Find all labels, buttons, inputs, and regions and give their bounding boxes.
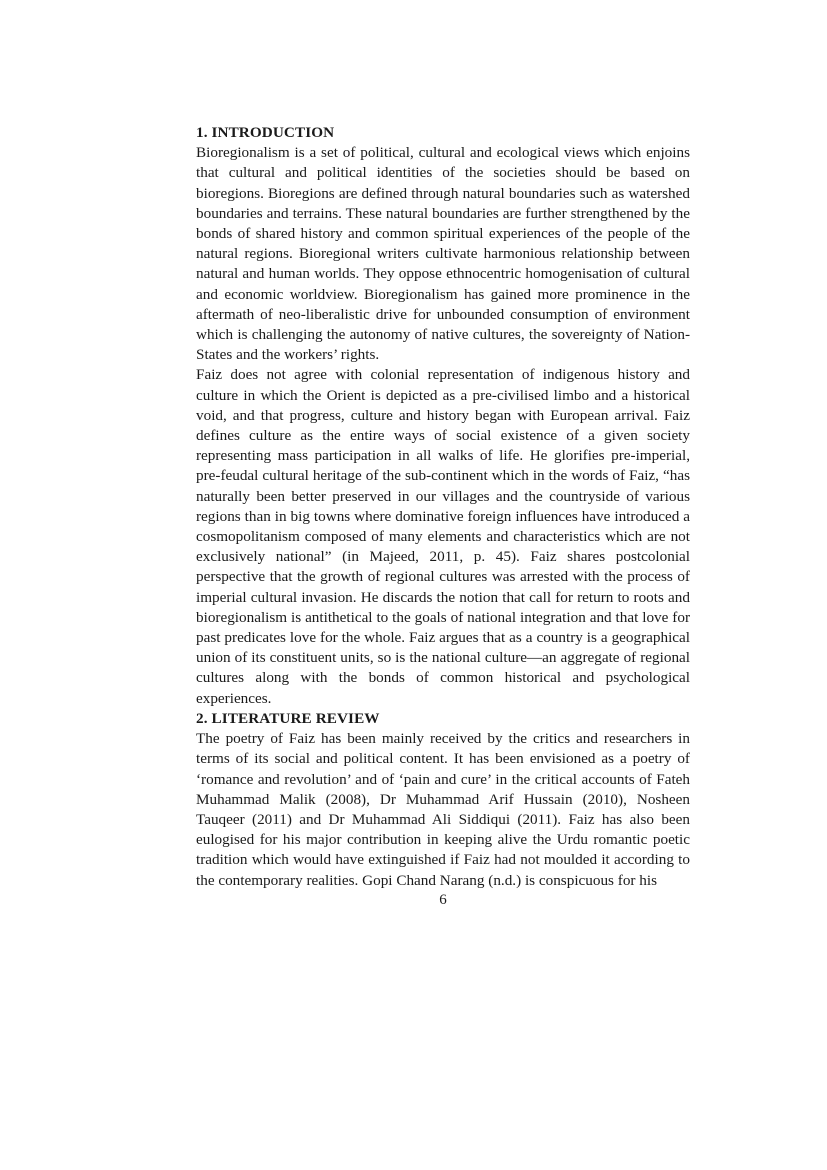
document-page xyxy=(196,123,690,891)
section-heading-literature-review: 2. LITERATURE REVIEW xyxy=(196,709,380,727)
intro-paragraph-2: Faiz does not agree with colonial representation of indigenous history and culture in which the Orient is depicted as a pre-civilised limbo and a historical void, and that progress, culture and history began with European arrival. Faiz defines culture as the entire ways of social existence of a given society representing mass participation in all walks of life. He glorifies pre-imperial, pre-feudal cultural heritage of the sub-continent which in the words of Faiz, “has naturally been better preserved in our villages and the countryside of various regions than in big towns where dominative foreign influences have introduced a cosmopolitanism composed of many elements and characteristics which are not exclusively national” (in Majeed, 2011, p. 45). Faiz shares postcolonial perspective that the growth of regional cultures was arrested with the process of imperial cultural invasion. He discards the notion that call for return to roots and bioregionalism is antithetical to the goals of national integration and that love for past predicates love for the whole. Faiz argues that as a country is a geographical union of its constituent units, so is the national culture—an aggregate of regional cultures along with the bonds of common historical and psychological experiences. xyxy=(196,366,690,707)
section-heading-introduction: 1. INTRODUCTION xyxy=(196,124,335,141)
page-number: 6 xyxy=(439,892,447,908)
intro-paragraph-1: Bioregionalism is a set of political, cultural and ecological views which enjoins that cultural and political identities of the societies should be based on bioregions. Bioregions are defined through natural boundaries such as watershed boundaries and terrains. These natural boundaries are further strengthened by the bonds of shared history and common spiritual experiences of the people of the natural regions. Bioregional writers cultivate harmonious relationship between natural and human worlds. They oppose ethnocentric homogenisation of cultural and economic worldview. Bioregionalism has gained more prominence in the aftermath of neo-liberalistic drive for unbounded consumption of environment which is challenging the autonomy of native cultures, the sovereignty of Nation-States and the workers’ rights. xyxy=(196,144,690,364)
literature-review-paragraph-1: The poetry of Faiz has been mainly received by the critics and researchers in terms of its social and political content. It has been envisioned as a poetry of ‘romance and revolution’ and of ‘pain and cure’ in the critical accounts of Fateh Muhammad Malik (2008), Dr Muhammad Arif Hussain (2010), Nosheen Tauqeer (2011) and Dr Muhammad Ali Siddiqui (2011). Faiz has also been eulogised for his major contribution in keeping alive the Urdu romantic poetic tradition which would have extinguished if Faiz had not moulded it according to the contemporary realities. Gopi Chand Narang (n.d.) is conspicuous for his xyxy=(196,730,690,889)
